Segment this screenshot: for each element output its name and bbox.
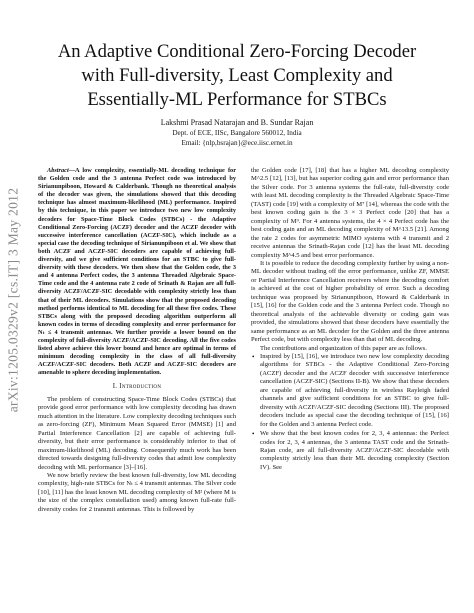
title-line-3: Essentially-ML Performance for STBCs (87, 89, 387, 110)
author-names: Lakshmi Prasad Natarajan and B. Sundar Rajan (160, 118, 314, 127)
contribution-text: Inspired by [15], [16], we introduce two new low complexity decoding algorithms for STBCs - the Adaptive Conditional Zero-Forcing (ACZF) decoder and the ACZF decoder with successive interference cancellation (ACZF-SIC) (Sections II-B). We show that these decoders are capable of achieving full-diversity in wireless Rayleigh faded channels and give sufficient conditions for an STBC to give full-diversity with ACZF/ACZF-SIC decoding (Sections III). The proposed decoders include as special case the decoding technique of [15], [16] for the Golden and 3 antenna Perfect code. (260, 352, 449, 428)
right-paragraph-1: the Golden code [17], [18] that has a higher ML decoding complexity M^2.5 [12], [13], but has superior coding gain and error performance than the Silver code. For 3 antenna systems the full-rate, full-diversity code with least ML decoding complexity is the Threaded Algebraic Space-Time (TAST) code [19] with a complexity of M⁷ [14], whereas the code with the best known coding gain is the 3 × 3 Perfect code [20] that has a complexity of M⁹. For 4 antenna systems, the 4 × 4 Perfect code has the best coding gain and an ML decoding complexity of M^13.5 [21]. Among the rate 2 codes for asymmetric MIMO systems with 4 transmit and 2 receive antennas the Srinath-Rajan code [12] has the least ML decoding complexity M^4.5 and best error performance. (251, 167, 449, 259)
bullet-icon: • (252, 352, 255, 361)
right-column (251, 167, 449, 473)
contributions-list (251, 353, 449, 472)
author-affiliation: Dept. of ECE, IISc, Bangalore 560012, India (172, 129, 302, 137)
intro-paragraph-1: The problem of constructing Space-Time Block Codes (STBCs) that provide good error performance with low complexity decoding has drawn much attention in the literature. Low complexity decoding techniques such as zero-forcing (ZF), Minimum Mean Squared Error (MMSE) [1] and Partial Interference Cancellation [2] are capable of achieving full-diversity, but their error performance is considerably inferior to that of maximum-likelihood (ML) decoding. Consequently much work has been directed towards designing full-diversity codes that admit low complexity decoding with ML performance [3]–[16]. (38, 395, 236, 471)
abstract (38, 167, 236, 377)
paper-title (20, 40, 454, 112)
arxiv-identifier-text: arXiv:1205.0329v2 [cs.IT] 3 May 2012 (5, 187, 21, 413)
contribution-item (251, 353, 449, 429)
section-heading-introduction: I. Introduction (112, 383, 162, 391)
title-line-1: An Adaptive Conditional Zero-Forcing Decoder (57, 41, 417, 62)
intro-paragraph-2: We now briefly review the best known full-diversity, low ML decoding complexity, high-rate STBCs for Nₜ ≤ 4 transmit antennas. The Silver code [10], [11] has the least known ML decoding complexity of M² (where M is the size of the complex constellation used) among known full-rate full-diversity codes for 2 transmit antennas. This is followed by (38, 471, 236, 513)
abstract-label: Abstract (47, 167, 69, 174)
title-line-2: with Full-diversity, Least Complexity and (81, 65, 393, 86)
author-email: Email: {nlp,bsrajan}@ece.iisc.ernet.in (181, 139, 293, 147)
contribution-text: We show that the best known codes for 2, 3, 4 antennas: the Perfect codes for 2, 3, 4 antennas, the 3 antenna TAST code and the Srinath-Rajan code, are all full-diversity ACZF/ACZF-SIC decodable with complexity strictly less than their ML decoding complexity (Section IV). See (260, 430, 449, 471)
arxiv-identifier-stamp (6, 140, 20, 460)
abstract-text: —A low complexity, essentially-ML decoding technique for the Golden code and the 3 antenna Perfect code was introduced by Sirianunpiboon, Howard & Calderbank. Though no theoretical analysis of the decoder was given, the simulations showed that this decoding technique has almost maximum-likelihood (ML) performance. Inspired by this technique, in this paper we introduce two new low complexity decoders for Space-Time Block Codes (STBCs) - the Adaptive Conditional Zero-Forcing (ACZF) decoder and the ACZF decoder with successive interference cancellation (ACZF-SIC), which include as a special case the decoding technique of Sirianunpiboon et al. We show that both ACZF and ACZF-SIC decoders are capable of achieving full-diversity, and we give sufficient conditions for an STBC to give full-diversity with these decoders. We then show that the Golden code, the 3 and 4 antenna Perfect codes, the 3 antenna Threaded Algebraic Space-Time code and the 4 antenna rate 2 code of Srinath & Rajan are all full- diversity ACZF/ACZF-SIC decodable with complexity strictly less than that of their ML decoders. Simulations show that the proposed decoding method performs identical to ML decoding for all these five codes. These STBCs along with the proposed decoding algorithm outperform all known codes in terms of decoding complexity and error performance for Nₜ ≤ 4 transmit antennas. We further provide a lower bound on the complexity of full-diversity ACZF/ACZF-SIC decoding. All the five codes listed above achieve this lower bound and hence are optimal in terms of minimum decoding complexity in the class of all full-diversity ACZF/ACZF-SIC decoders. Both ACZF and ACZF-SIC decoders are amenable to sphere decoding implementation. (38, 167, 236, 377)
bullet-icon: • (252, 430, 255, 439)
contribution-item (251, 430, 449, 472)
author-block (20, 117, 454, 148)
left-column (38, 167, 236, 514)
right-paragraph-3: The contributions and organization of this paper are as follows. (260, 344, 427, 352)
right-paragraph-2: It is possible to reduce the decoding complexity further by using a non-ML decoder without trading off the error performance, unlike ZF, MMSE or Partial Interference Cancellation receivers where the decoding comfort is achieved at the cost of higher probability of error. Such a decoding technique was proposed by Sirianunpiboon, Howard & Calderbank in [15], [16] for the Golden code and the 3 antenna Perfect code. Though no theoretical analysis of the achievable diversity or coding gain was provided, the simulations showed that these decoders have essentially the same performance as an ML decoder for the Golden and the three antenna Perfect code, but with complexity less than that of ML decoding. (251, 259, 449, 344)
